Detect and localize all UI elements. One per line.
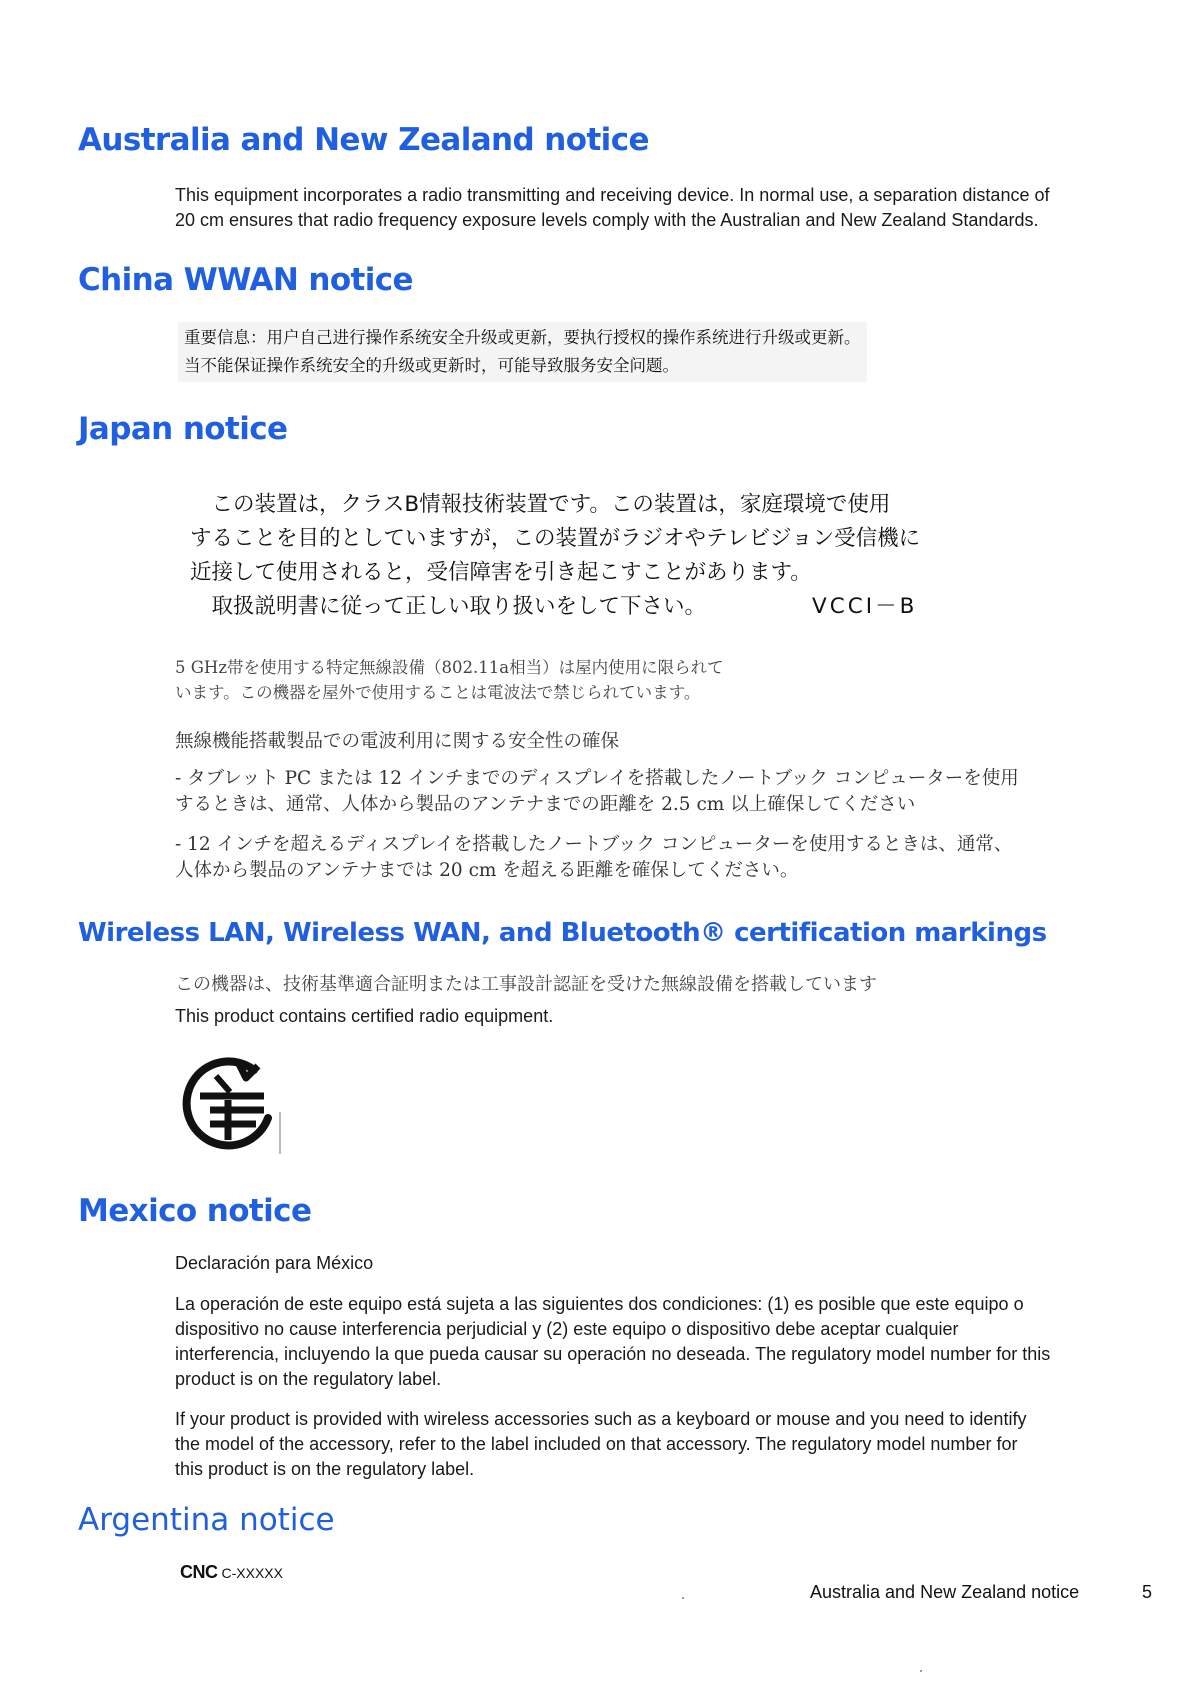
cnc-logo: CNC <box>180 1562 218 1582</box>
argentina-heading: Argentina notice <box>78 1502 335 1538</box>
japan-technical-conformity-mark-icon <box>172 1048 282 1158</box>
mexico-p1-line-1: La operación de este equipo está sujeta a las siguientes dos condiciones: (1) es posible que este equipo o <box>175 1294 1024 1314</box>
mexico-p2-line-2: the model of the accessory, refer to the label included on that accessory. The regulatory model number for <box>175 1434 1018 1454</box>
scan-speck <box>682 1597 684 1599</box>
australia-heading: Australia and New Zealand notice <box>78 122 649 158</box>
mexico-p1-line-3: interferencia, incluyendo la que pueda causar su operación no deseada. The regulatory model number for this <box>175 1344 1051 1364</box>
vcci-statement <box>190 488 920 624</box>
bullet-2-line-1: - 12 インチを超えるディスプレイを搭載したノートブック コンピューターを使用するときは、通常、 <box>175 834 1013 855</box>
mexico-paragraph-1 <box>175 1292 1135 1392</box>
safety-title: 無線機能搭載製品での電波利用に関する安全性の確保 <box>175 731 620 752</box>
vcci-class-code: VCCI－B <box>812 594 918 619</box>
vcci-line-3: 近接して使用されると，受信障害を引き起こすことがあります。 <box>190 560 812 585</box>
cnc-number: C-XXXXX <box>221 1565 283 1581</box>
vcci-line-4: 取扱説明書に従って正しい取り扱いをして下さい。 <box>190 594 707 619</box>
ghz-line-2: います。この機器を屋外で使用することは電波法で禁じられています。 <box>175 683 701 702</box>
page-number: 5 <box>1142 1582 1153 1602</box>
china-line-1: 重要信息：用户自己进行操作系统安全升级或更新，要执行授权的操作系统进行升级或更新。 <box>184 328 861 347</box>
mexico-p1-line-2: dispositivo no cause interferencia perjudicial y (2) este equipo o dispositivo debe aceptar cualquier <box>175 1319 959 1339</box>
bullet-2-line-2: 人体から製品のアンテナまでは 20 cm を超える距離を確保してください。 <box>175 860 799 881</box>
wireless-jp-line: この機器は、技術基準適合証明または工事設計認証を受けた無線設備を搭載しています <box>175 974 877 995</box>
scan-speck <box>920 1670 922 1672</box>
mexico-heading: Mexico notice <box>78 1193 312 1229</box>
vcci-line-1: この装置は，クラスB情報技術装置です。この装置は，家庭環境で使用 <box>190 492 891 517</box>
mexico-paragraph-2 <box>175 1407 1135 1482</box>
bullet-1-line-1: - タブレット PC または 12 インチまでのディスプレイを搭載したノートブック コンピューターを使用 <box>175 768 1019 789</box>
page-footer <box>810 1582 1153 1603</box>
mark-divider <box>279 1112 281 1154</box>
australia-line-2: 20 cm ensures that radio frequency exposure levels comply with the Australian and New Zealand Standards. <box>175 210 1039 230</box>
wireless-heading: Wireless LAN, Wireless WAN, and Bluetooth® certification markings <box>78 918 1047 948</box>
footer-title: Australia and New Zealand notice <box>810 1582 1080 1602</box>
japan-heading: Japan notice <box>78 411 288 447</box>
china-heading: China WWAN notice <box>78 262 413 298</box>
mexico-p1-line-4: product is on the regulatory label. <box>175 1369 442 1389</box>
safety-bullet-1 <box>175 766 1019 818</box>
china-line-2: 当不能保证操作系统安全的升级或更新时，可能导致服务安全问题。 <box>184 356 679 375</box>
ghz-notice <box>175 655 724 705</box>
ghz-line-1: 5 GHz帯を使用する特定無線設備（802.11a相当）は屋内使用に限られて <box>175 658 724 677</box>
australia-paragraph <box>175 183 1135 233</box>
wireless-en-line: This product contains certified radio equipment. <box>175 1006 554 1026</box>
cnc-certification <box>180 1562 283 1583</box>
bullet-1-line-2: するときは、通常、人体から製品のアンテナまでの距離を 2.5 cm 以上確保してください <box>175 794 916 815</box>
mexico-p2-line-3: this product is on the regulatory label. <box>175 1459 475 1479</box>
mexico-declaration: Declaración para México <box>175 1253 374 1273</box>
china-notice-text <box>178 322 867 382</box>
australia-line-1: This equipment incorporates a radio transmitting and receiving device. In normal use, a separation distance of <box>175 185 1050 205</box>
vcci-line-2: することを目的としていますが，この装置がラジオやテレビジョン受信機に <box>190 526 921 551</box>
mexico-p2-line-1: If your product is provided with wireless accessories such as a keyboard or mouse and you need to identify <box>175 1409 1027 1429</box>
safety-bullet-2 <box>175 832 1012 884</box>
